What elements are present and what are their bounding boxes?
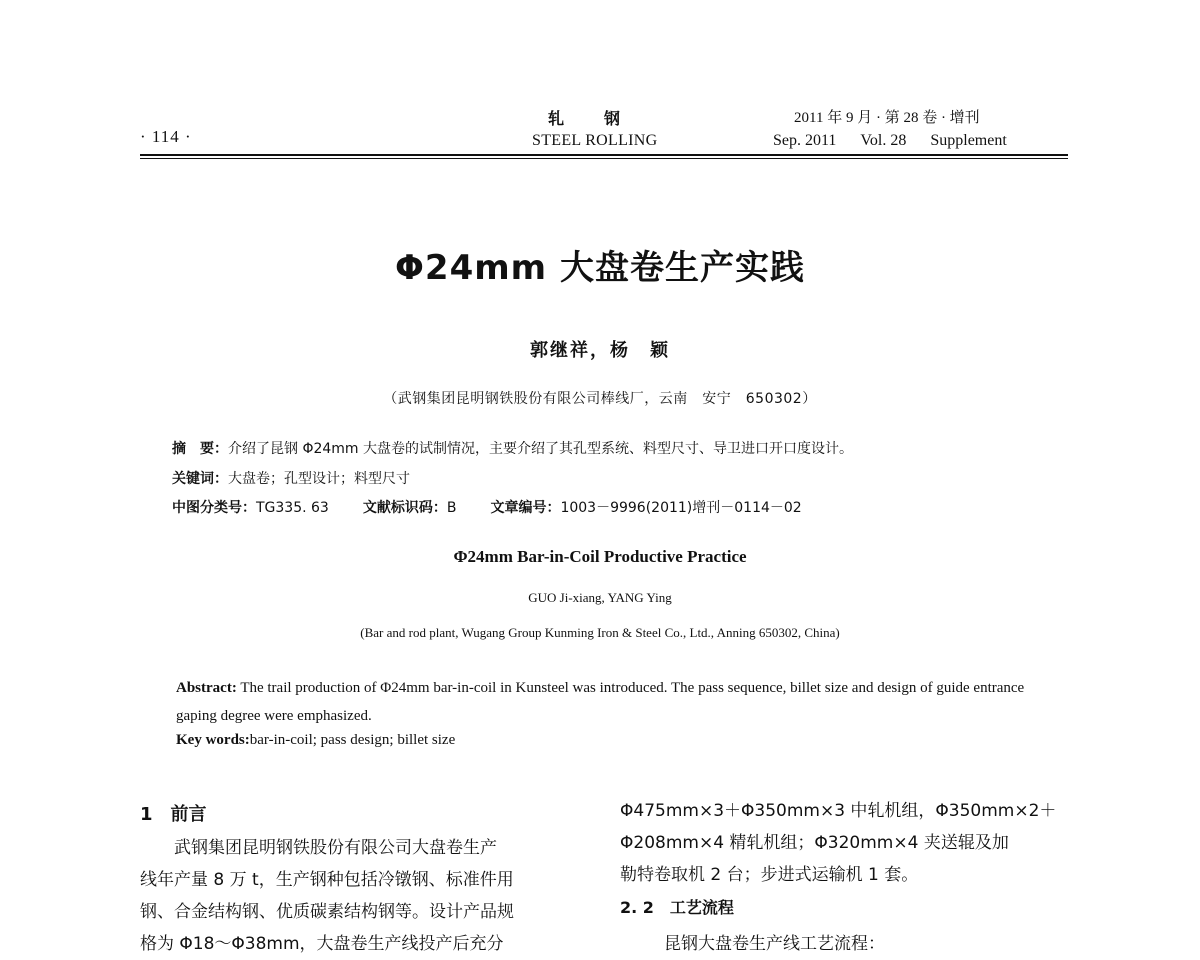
issue-supplement: Supplement xyxy=(930,132,1007,149)
keywords-en-label: Key words: xyxy=(176,732,250,748)
abstract-cn-text: 介绍了昆钢 Φ24mm 大盘卷的试制情况，主要介绍了其孔型系统、料型尺寸、导卫进口开口度设计。 xyxy=(228,441,854,457)
keywords-en-text: bar-in-coil; pass design; billet size xyxy=(249,732,456,748)
abstract-en-label: Abstract: xyxy=(176,680,237,696)
issue-date: Sep. 2011 xyxy=(773,132,837,149)
journal-title-en: STEEL ROLLING xyxy=(532,132,658,149)
section-heading-intro: 1 前言 xyxy=(140,804,207,825)
article-no-label: 文章编号： xyxy=(490,500,561,516)
page-number: · 114 · xyxy=(140,127,192,146)
affiliation: （武钢集团昆明钢铁股份有限公司棒线厂，云南 安宁 650302） xyxy=(383,391,817,407)
classification-line xyxy=(172,497,802,517)
english-title: Φ24mm Bar-in-Coil Productive Practice xyxy=(453,547,747,566)
authors: 郭继祥，杨 颖 xyxy=(530,340,670,361)
english-affiliation: (Bar and rod plant, Wugang Group Kunming Iron & Steel Co., Ltd., Anning 650302, China) xyxy=(360,625,840,640)
body-line: 武钢集团昆明钢铁股份有限公司大盘卷生产 xyxy=(174,838,497,858)
clc-value: TG335. 63 xyxy=(256,500,329,516)
header-rule-thin xyxy=(140,158,1068,159)
abstract-cn xyxy=(172,438,853,458)
body-line: Φ475mm×3＋Φ350mm×3 中轧机组，Φ350mm×2＋ xyxy=(620,801,1057,821)
doc-code-label: 文献标识码： xyxy=(362,500,447,516)
keywords-cn-text: 大盘卷；孔型设计；料型尺寸 xyxy=(228,471,410,487)
article-no-value: 1003－9996(2011)增刊－0114－02 xyxy=(560,500,802,516)
abstract-en xyxy=(176,674,1046,730)
body-line: 昆钢大盘卷生产线工艺流程： xyxy=(664,934,885,954)
clc-label: 中图分类号： xyxy=(172,500,256,516)
keywords-cn xyxy=(172,468,410,488)
journal-title-cn: 轧钢 xyxy=(548,111,661,128)
body-line: 钢、合金结构钢、优质碳素结构钢等。设计产品规 xyxy=(140,902,514,922)
body-line: 线年产量 8 万 t，生产钢种包括冷镦钢、标准件用 xyxy=(140,870,514,890)
paper-title: Φ24mm 大盘卷生产实践 xyxy=(395,248,805,288)
issue-info-en xyxy=(773,132,1007,150)
header-rule-thick xyxy=(140,154,1068,156)
body-line: Φ208mm×4 精轧机组；Φ320mm×4 夹送辊及加 xyxy=(620,833,1009,853)
issue-volume: Vol. 28 xyxy=(860,132,907,149)
abstract-en-text: The trail production of Φ24mm bar-in-coil in Kunsteel was introduced. The pass sequence, billet size and design of guide entrance gaping degree were emphasized. xyxy=(176,680,1025,724)
keywords-cn-label: 关键词： xyxy=(172,471,228,487)
doc-code-value: B xyxy=(446,500,457,516)
body-line: 勒特卷取机 2 台；步进式运输机 1 套。 xyxy=(620,865,919,885)
issue-info-cn: 2011 年 9 月 · 第 28 卷 · 增刊 xyxy=(794,110,980,126)
english-authors: GUO Ji-xiang, YANG Ying xyxy=(528,590,672,605)
subsection-heading-process: 2. 2 工艺流程 xyxy=(620,898,734,917)
body-line: 格为 Φ18～Φ38mm，大盘卷生产线投产后充分 xyxy=(140,934,504,954)
abstract-cn-label: 摘 要： xyxy=(172,441,228,457)
keywords-en xyxy=(176,732,455,749)
